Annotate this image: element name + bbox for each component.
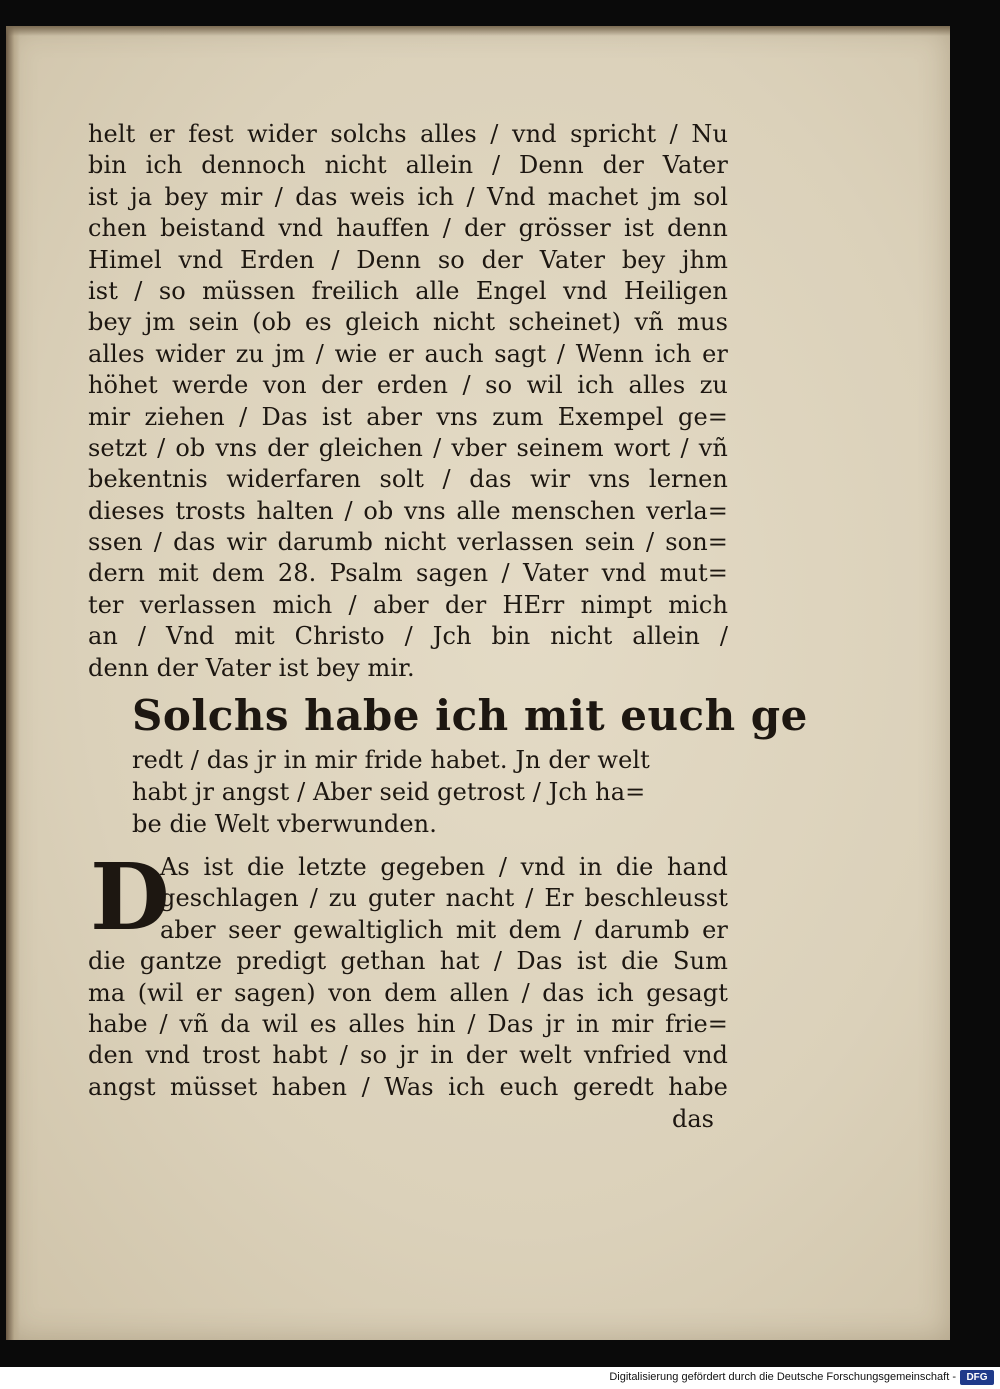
text-line: angst müsset haben / Was ich euch geredt habe bbox=[88, 1072, 728, 1101]
text-line: höhet werde von der erden / so wil ich alles zu bbox=[88, 371, 728, 400]
text-line: bey jm sein (ob es gleich nicht scheinet) vñ mus bbox=[88, 308, 728, 337]
text-line: helt er fest wider solchs alles / vnd spricht / Nu bbox=[88, 120, 728, 148]
text-line: den vnd trost habt / so jr in der welt vnfried vnd bbox=[88, 1041, 728, 1070]
text-line: alles wider zu jm / wie er auch sagt / Wenn ich er bbox=[88, 339, 728, 368]
verse-line: habt jr angst / Aber seid getrost / Jch ha= bbox=[132, 778, 646, 807]
footer-bar bbox=[0, 1367, 1000, 1389]
catchword: das bbox=[672, 1105, 714, 1134]
text-line: ma (wil er sagen) von dem allen / das ich gesagt bbox=[88, 978, 728, 1007]
text-line: ssen / das wir darumb nicht verlassen sein / son= bbox=[88, 528, 728, 557]
text-line: chen beistand vnd hauffen / der grösser ist denn bbox=[88, 214, 728, 243]
text-line: ter verlassen mich / aber der HErr nimpt mich bbox=[88, 590, 728, 619]
text-line: geschlagen / zu guter nacht / Er beschleusst bbox=[160, 884, 728, 913]
text-line: setzt / ob vns der gleichen / vber seinem wort / vñ bbox=[88, 433, 728, 462]
dfg-logo-icon[interactable]: DFG bbox=[960, 1370, 994, 1385]
scripture-verse bbox=[132, 744, 728, 840]
text-line: die gantze predigt gethan hat / Das ist die Sum bbox=[88, 947, 728, 976]
page-edge-top bbox=[6, 26, 950, 36]
text-line: aber seer gewaltiglich mit dem / darumb er bbox=[160, 915, 728, 944]
page-edge-left bbox=[6, 26, 20, 1340]
funding-credit: Digitalisierung gefördert durch die Deutsche Forschungsgemeinschaft - bbox=[609, 1371, 956, 1383]
text-line: an / Vnd mit Christo / Jch bin nicht allein / bbox=[88, 622, 728, 651]
scripture-heading: Solchs habe ich mit euch ge bbox=[132, 691, 808, 741]
book-page bbox=[6, 26, 950, 1340]
text-line: mir ziehen / Das ist aber vns zum Exempel ge= bbox=[88, 402, 728, 431]
paragraph-1 bbox=[88, 119, 728, 684]
text-line: As ist die letzte gegeben / vnd in die hand bbox=[160, 853, 728, 882]
text-line: bin ich dennoch nicht allein / Denn der Vater bbox=[88, 151, 728, 180]
text-line: ist / so müssen freilich alle Engel vnd Heiligen bbox=[88, 276, 728, 305]
text-line: denn der Vater ist bey mir. bbox=[88, 653, 415, 682]
text-line: dern mit dem 28. Psalm sagen / Vater vnd mut= bbox=[88, 559, 728, 588]
text-line: habe / vñ da wil es alles hin / Das jr in mir frie= bbox=[88, 1009, 728, 1038]
text-line: Himel vnd Erden / Denn so der Vater bey jhm bbox=[88, 245, 728, 274]
text-line: ist ja bey mir / das weis ich / Vnd machet jm sol bbox=[88, 182, 728, 211]
text-line: dieses trosts halten / ob vns alle menschen verla= bbox=[88, 496, 728, 525]
paragraph-2 bbox=[88, 843, 728, 1103]
verse-line: redt / das jr in mir fride habet. Jn der welt bbox=[132, 746, 650, 775]
text-line: bekentnis widerfaren solt / das wir vns lernen bbox=[88, 465, 728, 494]
decorated-initial: D bbox=[90, 843, 170, 952]
verse-line: be die Welt vberwunden. bbox=[132, 810, 437, 839]
text-block bbox=[88, 119, 808, 1135]
